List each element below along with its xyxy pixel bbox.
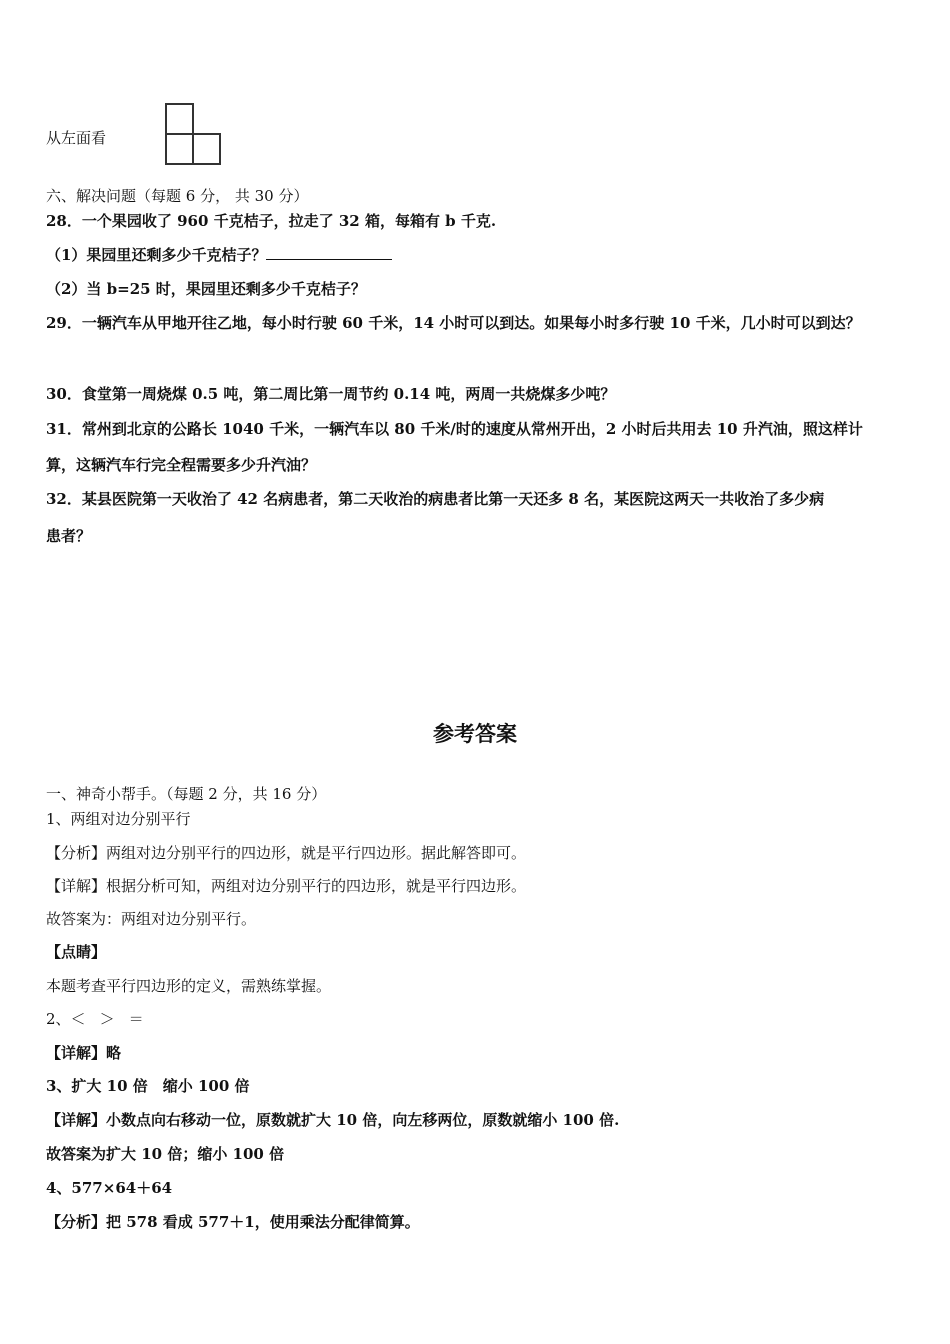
answer-1: 1、两组对边分别平行	[46, 810, 191, 828]
view-label: 从左面看	[46, 129, 107, 147]
answer-1-analysis: 【分析】两组对边分别平行的四边形，就是平行四边形。据此解答即可。	[46, 844, 527, 862]
question-29: 29．一辆汽车从甲地开往乙地，每小时行驶 60 千米，14 小时可以到达。如果每小时多行驶 10 千米，几小时可以到达？	[46, 314, 861, 332]
answer-2-symbol: ＜	[70, 1010, 86, 1028]
answer-1-comment-label: 【点睛】	[46, 943, 107, 961]
question-28: 28．一个果园收了 960 千克桔子，拉走了 32 箱，每箱有 b 千克.	[46, 212, 497, 230]
answer-3: 3、扩大 10 倍 缩小 100 倍	[46, 1077, 250, 1095]
answer-2-detail: 【详解】略	[46, 1044, 122, 1062]
question-32-line-1: 32．某县医院第一天收治了 42 名病患者，第二天收治的病患者比第一天还多 8 名，某医院这两天一共收治了多少病	[46, 490, 825, 508]
answer-section-1-heading: 一、神奇小帮手。（每题 2 分，共 16 分）	[46, 785, 327, 803]
answer-1-detail: 【详解】根据分析可知，两组对边分别平行的四边形，就是平行四边形。	[46, 877, 527, 895]
answer-3-detail: 【详解】小数点向右移动一位，原数就扩大 10 倍，向左移两位，原数就缩小 100 倍.	[46, 1111, 620, 1129]
question-31-line-1: 31．常州到北京的公路长 1040 千米，一辆汽车以 80 千米/时的速度从常州开出，2 小时后共用去 10 升汽油，照这样计	[46, 420, 863, 438]
answer-2	[46, 1009, 158, 1029]
answer-4-analysis: 【分析】把 578 看成 577＋1，使用乘法分配律简算。	[46, 1213, 420, 1231]
question-28-part-2: （2）当 b=25 时，果园里还剩多少千克桔子？	[46, 280, 366, 298]
answer-2-symbol: ＝	[128, 1010, 144, 1028]
answer-1-conclusion: 故答案为：两组对边分别平行。	[46, 910, 257, 928]
question-28-part-1	[46, 245, 392, 265]
answer-1-comment: 本题考查平行四边形的定义，需熟练掌握。	[46, 977, 332, 995]
answer-blank	[266, 245, 392, 260]
left-view-figure	[163, 102, 225, 168]
answer-title: 参考答案	[433, 722, 517, 746]
answer-2-prefix: 2、	[46, 1010, 71, 1028]
answer-3-conclusion: 故答案为扩大 10 倍；缩小 100 倍	[46, 1145, 285, 1163]
answer-2-symbol: ＞	[99, 1010, 115, 1028]
question-30: 30．食堂第一周烧煤 0.5 吨，第二周比第一周节约 0.14 吨，两周一共烧煤多少吨？	[46, 385, 616, 403]
question-31-line-2: 算，这辆汽车行完全程需要多少升汽油？	[46, 456, 317, 474]
answer-4: 4、577×64＋64	[46, 1179, 173, 1197]
question-28-part-1-text: （1）果园里还剩多少千克桔子？	[46, 246, 267, 264]
question-32-line-2: 患者？	[46, 527, 92, 545]
section-6-heading: 六、解决问题（每题 6 分， 共 30 分）	[46, 187, 309, 205]
